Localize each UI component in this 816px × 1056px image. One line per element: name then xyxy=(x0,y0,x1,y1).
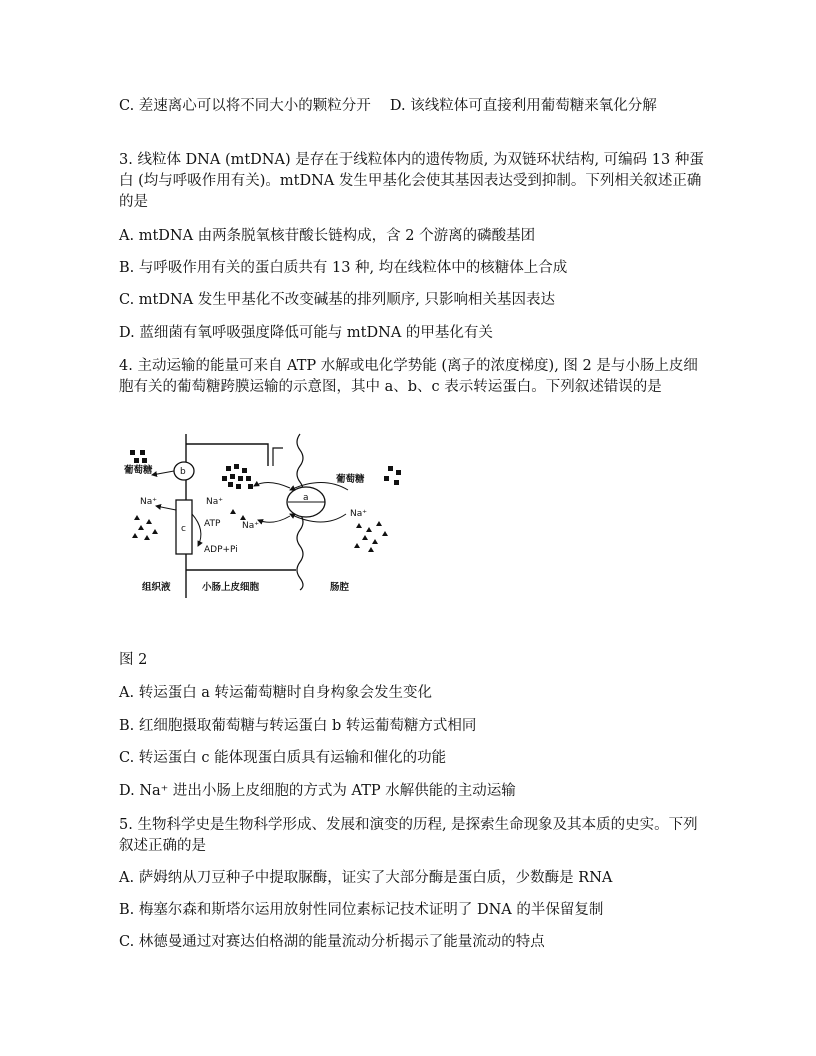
q3-option-a: A. mtDNA 由两条脱氧核苷酸长链构成，含 2 个游离的磷酸基团 xyxy=(119,228,536,244)
q3-stem: 3. 线粒体 DNA (mtDNA) 是存在于线粒体内的遗传物质, 为双链环状结构, 可编码 13 种蛋白 (均与呼吸作用有关)。mtDNA 发生甲基化会使其基因表达受到抑制。下列相关叙述正确的是 xyxy=(119,152,704,210)
q4-stem: 4. 主动运输的能量可来自 ATP 水解或电化学势能 (离子的浓度梯度), 图 2 是与小肠上皮细胞有关的葡萄糖跨膜运输的示意图，其中 a、b、c 表示转运蛋白。下列叙述错误的是 xyxy=(119,358,698,395)
protein-c-label: c xyxy=(181,524,186,534)
glucose-label-right: 葡萄糖 xyxy=(336,474,365,485)
q2-options-cd: C. 差速离心可以将不同大小的颗粒分开 D. 该线粒体可直接利用葡萄糖来氧化分解 xyxy=(119,98,657,114)
q4-option-c: C. 转运蛋白 c 能体现蛋白质具有运输和催化的功能 xyxy=(119,750,447,766)
na-label-mid2: Na⁺ xyxy=(242,521,259,531)
na-label-mid1: Na⁺ xyxy=(206,497,223,507)
protein-a-label: a xyxy=(303,493,309,503)
na-label-right: Na⁺ xyxy=(350,509,367,519)
figure-2-diagram xyxy=(118,430,418,610)
protein-b-label: b xyxy=(180,467,186,477)
q4-option-b: B. 红细胞摄取葡萄糖与转运蛋白 b 转运葡萄糖方式相同 xyxy=(119,718,477,734)
figure-caption: 图 2 xyxy=(119,652,148,668)
q5-option-b: B. 梅塞尔森和斯塔尔运用放射性同位素标记技术证明了 DNA 的半保留复制 xyxy=(119,902,604,918)
na-label-left: Na⁺ xyxy=(140,497,157,507)
q5-option-c: C. 林德曼通过对赛达伯格湖的能量流动分析揭示了能量流动的特点 xyxy=(119,934,545,950)
glucose-transport-diagram xyxy=(118,430,418,610)
atp-label: ATP xyxy=(204,519,221,529)
q4-option-d: D. Na⁺ 进出小肠上皮细胞的方式为 ATP 水解供能的主动运输 xyxy=(119,783,516,799)
q4-option-a: A. 转运蛋白 a 转运葡萄糖时自身构象会发生变化 xyxy=(119,685,433,701)
epithelial-cell-label: 小肠上皮细胞 xyxy=(202,582,260,593)
intestinal-lumen-label: 肠腔 xyxy=(330,582,350,593)
q5-option-a: A. 萨姆纳从刀豆种子中提取脲酶，证实了大部分酶是蛋白质，少数酶是 RNA xyxy=(119,870,613,886)
adp-label: ADP+Pi xyxy=(204,545,238,555)
q3-option-c: C. mtDNA 发生甲基化不改变碱基的排列顺序, 只影响相关基因表达 xyxy=(119,292,555,308)
tissue-fluid-label: 组织液 xyxy=(142,582,171,593)
glucose-label-left: 葡萄糖 xyxy=(124,465,153,476)
q5-stem: 5. 生物科学史是生物科学形成、发展和演变的历程, 是探索生命现象及其本质的史实。下列叙述正确的是 xyxy=(119,817,698,854)
q3-option-b: B. 与呼吸作用有关的蛋白质共有 13 种, 均在线粒体中的核糖体上合成 xyxy=(119,260,568,276)
q3-option-d: D. 蓝细菌有氧呼吸强度降低可能与 mtDNA 的甲基化有关 xyxy=(119,325,493,341)
